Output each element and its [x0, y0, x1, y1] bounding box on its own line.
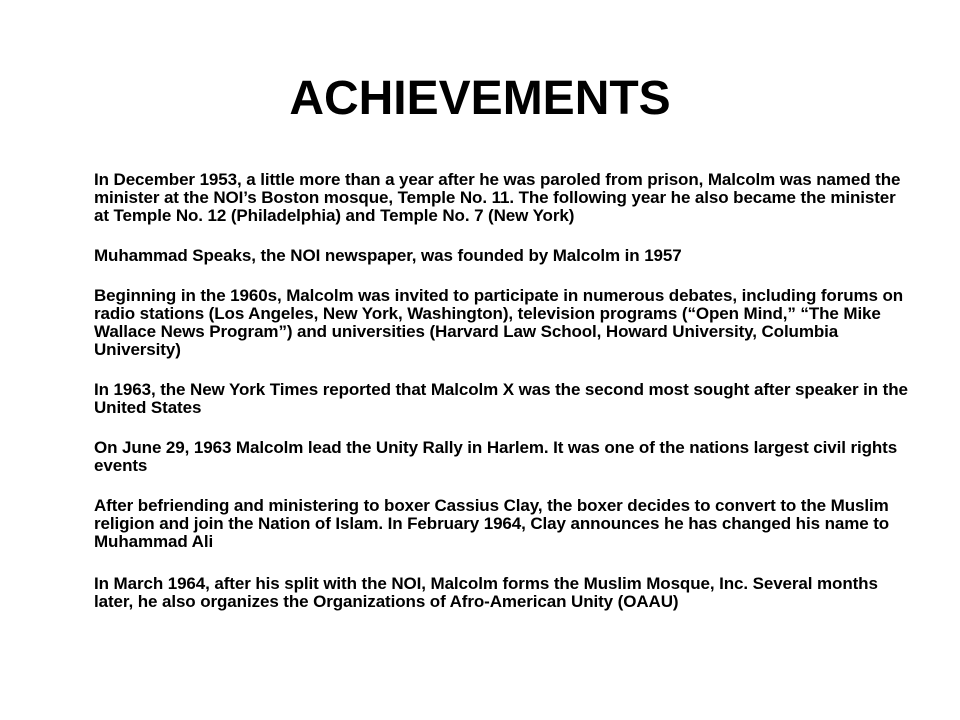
paragraph-nyt-speaker: In 1963, the New York Times reported that Malcolm X was the second most sought after speaker in the United States [94, 380, 908, 417]
paragraph-temple-ministry: In December 1953, a little more than a year after he was paroled from prison, Malcolm was named the minister at the NOI’s Boston mosque, Temple No. 11. The following year he also became the minister at Temple No. 12 (Philadelphia) and Temple No. 7 (New York) [94, 170, 901, 225]
paragraph-muhammad-ali: After befriending and ministering to boxer Cassius Clay, the boxer decides to convert to the Muslim religion and join the Nation of Islam. In February 1964, Clay announces he has changed his name to Muhammad Ali [94, 496, 890, 551]
slide-body [94, 171, 914, 633]
paragraph-unity-rally: On June 29, 1963 Malcolm lead the Unity Rally in Harlem. It was one of the nations largest civil rights events [94, 438, 898, 475]
paragraph-muslim-mosque: In March 1964, after his split with the NOI, Malcolm forms the Muslim Mosque, Inc. Several months later, he also organizes the Organizations of Afro-American Unity (OAAU) [94, 574, 878, 611]
paragraph-debates: Beginning in the 1960s, Malcolm was invited to participate in numerous debates, including forums on radio stations (Los Angeles, New York, Washington), television programs (“Open Mind,” “The Mike Wallace News Program”) and universities (Harvard Law School, Howard University, Columbia University) [94, 286, 904, 359]
slide-title: ACHIEVEMENTS [289, 72, 671, 125]
paragraph-muhammad-speaks: Muhammad Speaks, the NOI newspaper, was founded by Malcolm in 1957 [94, 246, 682, 265]
